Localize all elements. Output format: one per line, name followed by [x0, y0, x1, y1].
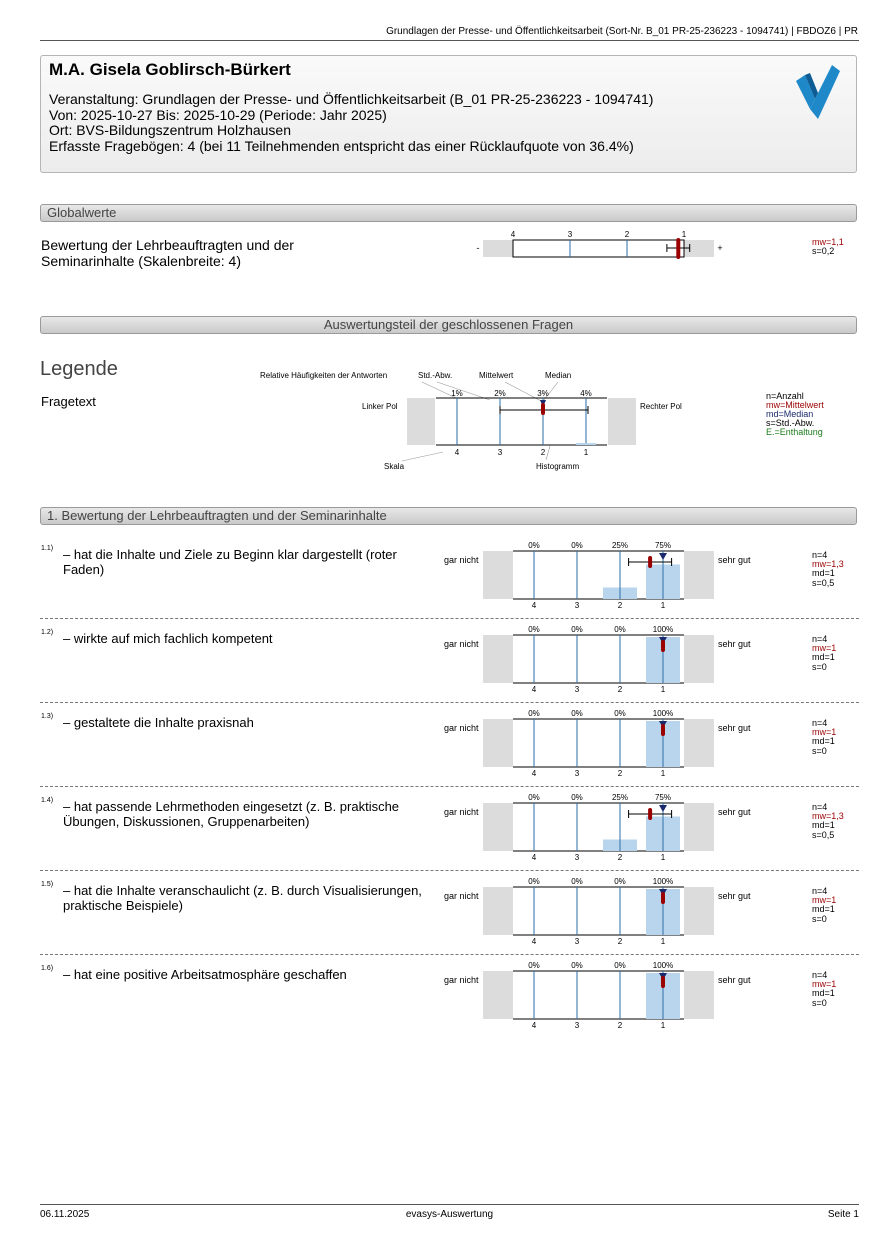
legend-key-mw: mw=Mittelwert	[766, 400, 824, 410]
evasys-logo-icon	[796, 63, 842, 121]
legend-mittelwert-label: Mittelwert	[479, 371, 514, 380]
stat-n: n=4	[812, 802, 828, 812]
question-number: 1.5)	[41, 881, 54, 888]
percent-label: 25%	[611, 541, 629, 550]
left-pole-label: gar nicht	[444, 807, 479, 817]
left-pole-grey	[483, 635, 513, 683]
global-left-grey	[483, 240, 513, 257]
left-pole-label: gar nicht	[444, 891, 479, 901]
legend-percent-label: 4%	[580, 389, 592, 398]
question-chart	[480, 623, 720, 693]
question-stats	[812, 803, 844, 840]
scale-label: 3	[574, 853, 580, 861]
scale-label: 2	[617, 1021, 623, 1029]
scale-label: 3	[574, 601, 580, 609]
stat-s: s=0	[812, 661, 827, 672]
stat-md: md=1	[812, 820, 835, 831]
stat-s: s=0	[812, 913, 827, 924]
legend-histogram-bar	[576, 443, 596, 445]
scale-label: 1	[660, 601, 666, 609]
question-text: – wirkte auf mich fachlich kompetent	[63, 631, 273, 646]
right-pole-grey	[684, 971, 714, 1019]
scale-label: 1	[660, 853, 666, 861]
percent-label: 0%	[571, 877, 583, 886]
stat-n: n=4	[812, 718, 828, 728]
stat-n: n=4	[812, 634, 828, 644]
question-separator	[40, 870, 859, 871]
right-pole-grey	[684, 803, 714, 851]
stat-n: n=4	[812, 970, 828, 980]
location-line: Ort: BVS-Bildungszentrum Holzhausen	[49, 122, 291, 138]
stat-s: s=0	[812, 745, 827, 756]
stat-n: n=4	[812, 550, 828, 560]
percent-label: 0%	[528, 793, 540, 802]
stat-mw: mw=1,3	[812, 559, 844, 570]
right-pole-grey	[684, 719, 714, 767]
question-separator	[40, 954, 859, 955]
stat-md: md=1	[812, 904, 835, 915]
scale-label: 2	[617, 685, 623, 693]
scale-label: 3	[574, 769, 580, 777]
legend-scale-label: 4	[454, 448, 460, 457]
percent-label: 0%	[571, 709, 583, 718]
global-scale-label: 3	[567, 230, 573, 239]
right-pole-grey	[684, 551, 714, 599]
percent-label: 100%	[652, 709, 674, 718]
stat-s: s=0,5	[812, 577, 835, 588]
question-text: – hat die Inhalte veranschaulicht (z. B. durch Visualisierungen, praktische Beispiele)	[63, 883, 422, 913]
legend-key-s: s=Std.-Abw.	[766, 418, 815, 428]
scale-label: 3	[574, 1021, 580, 1029]
section-1: 1. Bewertung der Lehrbeauftragten und der Seminarinhalte	[40, 507, 857, 525]
scale-label: 4	[531, 853, 537, 861]
right-pole-label: sehr gut	[718, 891, 751, 901]
scale-label: 2	[617, 853, 623, 861]
right-pole-label: sehr gut	[718, 723, 751, 733]
scale-label: 4	[531, 601, 537, 609]
stat-s: s=0,5	[812, 829, 835, 840]
legend-rel-label: Relative Häufigkeiten der Antworten	[260, 371, 388, 380]
right-pole-grey	[684, 887, 714, 935]
left-pole-grey	[483, 551, 513, 599]
legend-stdabw-label: Std.-Abw.	[418, 371, 453, 380]
scale-label: 4	[531, 769, 537, 777]
scale-label: 3	[574, 685, 580, 693]
question-chart	[480, 875, 720, 945]
percent-label: 0%	[571, 793, 583, 802]
question-separator	[40, 702, 859, 703]
question-number: 1.4)	[41, 797, 54, 804]
percent-label: 0%	[614, 709, 626, 718]
question-chart	[480, 791, 720, 861]
legend-pointer-std	[437, 382, 490, 400]
left-pole-grey	[483, 971, 513, 1019]
global-frame	[513, 240, 684, 257]
question-stats	[812, 551, 844, 588]
legend-histogramm: Histogramm	[536, 462, 580, 471]
legend-linker-pol: Linker Pol	[362, 402, 398, 411]
percent-label: 0%	[528, 877, 540, 886]
mean-marker	[648, 808, 652, 820]
lecturer-name: M.A. Gisela Goblirsch-Bürkert	[49, 60, 291, 79]
legend-title: Legende	[40, 358, 118, 380]
percent-label: 0%	[571, 625, 583, 634]
footer-date: 06.11.2025	[40, 1209, 90, 1220]
legend-median-label: Median	[545, 371, 572, 380]
question-chart	[480, 959, 720, 1029]
mean-marker	[661, 724, 665, 736]
percent-label: 75%	[654, 793, 672, 802]
question-number: 1.3)	[41, 713, 54, 720]
percent-label: 0%	[614, 877, 626, 886]
question-text: – hat passende Lehrmethoden eingesetzt (z. B. praktische Übungen, Diskussionen, Gruppenarbeiten)	[63, 799, 400, 829]
percent-label: 100%	[652, 625, 674, 634]
question-stats	[812, 719, 836, 756]
legend-skala: Skala	[384, 462, 405, 471]
mean-marker	[661, 976, 665, 988]
percent-label: 0%	[528, 961, 540, 970]
global-profile	[470, 226, 740, 266]
question-number: 1.2)	[41, 629, 54, 636]
stat-md: md=1	[812, 568, 835, 579]
stat-s: s=0	[812, 997, 827, 1008]
median-marker	[659, 805, 667, 812]
global-s: s=0,2	[812, 246, 835, 256]
legend-right-grey	[608, 398, 636, 445]
stat-n: n=4	[812, 886, 828, 896]
footer-page: Seite 1	[827, 1209, 859, 1220]
legend-key-n: n=Anzahl	[766, 391, 804, 401]
stat-mw: mw=1	[812, 643, 837, 654]
percent-label: 100%	[652, 877, 674, 886]
percent-label: 100%	[652, 961, 674, 970]
report-header	[40, 55, 857, 173]
legend-fragetext: Fragetext	[41, 394, 96, 409]
scale-label: 2	[617, 769, 623, 777]
right-pole-grey	[684, 635, 714, 683]
percent-label: 0%	[528, 709, 540, 718]
question-number: 1.6)	[41, 965, 54, 972]
legend-mean-marker	[541, 403, 545, 415]
stat-mw: mw=1	[812, 979, 837, 990]
left-pole-label: gar nicht	[444, 555, 479, 565]
global-right-pole: +	[717, 243, 723, 253]
scale-label: 1	[660, 685, 666, 693]
mean-marker	[661, 640, 665, 652]
scale-label: 1	[660, 937, 666, 945]
footer	[40, 1204, 859, 1220]
legend-pointer-skala	[402, 452, 443, 461]
left-pole-grey	[483, 887, 513, 935]
question-chart	[480, 707, 720, 777]
percent-label: 0%	[571, 541, 583, 550]
question-number: 1.1)	[41, 545, 54, 552]
question-stats	[812, 887, 836, 924]
question-text: – hat die Inhalte und Ziele zu Beginn klar dargestellt (roter Faden)	[63, 547, 397, 577]
legend-pointer-hist	[546, 446, 550, 460]
section-closed-questions: Auswertungsteil der geschlossenen Fragen	[40, 316, 857, 334]
global-scale-label: 1	[681, 230, 687, 239]
percent-label: 0%	[571, 961, 583, 970]
legend-percent-label: 1%	[451, 389, 463, 398]
right-pole-label: sehr gut	[718, 807, 751, 817]
right-pole-label: sehr gut	[718, 639, 751, 649]
question-separator	[40, 786, 859, 787]
stat-mw: mw=1,3	[812, 811, 844, 822]
scale-label: 2	[617, 601, 623, 609]
percent-label: 0%	[528, 625, 540, 634]
legend-scale-label: 3	[497, 448, 503, 457]
legend-key-md: md=Median	[766, 409, 814, 419]
global-scale-label: 4	[510, 230, 516, 239]
percent-label: 75%	[654, 541, 672, 550]
legend-diagram	[250, 362, 700, 477]
course-info	[49, 92, 653, 154]
section-globalwerte: Globalwerte	[40, 204, 857, 222]
question-separator	[40, 618, 859, 619]
percent-label: 25%	[611, 793, 629, 802]
left-pole-label: gar nicht	[444, 723, 479, 733]
right-pole-label: sehr gut	[718, 975, 751, 985]
scale-label: 4	[531, 937, 537, 945]
scale-label: 1	[660, 769, 666, 777]
header-rule	[40, 40, 859, 41]
left-pole-grey	[483, 803, 513, 851]
global-mean-marker	[676, 238, 680, 259]
footer-center: evasys-Auswertung	[405, 1209, 494, 1220]
legend-rechter-pol: Rechter Pol	[640, 402, 682, 411]
scale-label: 2	[617, 937, 623, 945]
course-line: Veranstaltung: Grundlagen der Presse- und Öffentlichkeitsarbeit (B_01 PR-25-236223 - 1094741)	[49, 91, 654, 107]
question-text: – gestaltete die Inhalte praxisnah	[63, 715, 254, 730]
legend-key	[766, 392, 824, 437]
scale-label: 1	[660, 1021, 666, 1029]
global-left-pole: -	[476, 243, 480, 253]
percent-label: 0%	[528, 541, 540, 550]
stat-md: md=1	[812, 988, 835, 999]
running-title: Grundlagen der Presse- und Öffentlichkeitsarbeit (Sort-Nr. B_01 PR-25-236223 - 1094741) | FBDOZ6 | PR	[386, 26, 858, 37]
percent-label: 0%	[614, 625, 626, 634]
question-stats	[812, 635, 836, 672]
legend-percent-label: 3%	[537, 389, 549, 398]
scale-label: 4	[531, 1021, 537, 1029]
stat-md: md=1	[812, 652, 835, 663]
scale-label: 3	[574, 937, 580, 945]
left-pole-grey	[483, 719, 513, 767]
responses-line: Erfasste Fragebögen: 4 (bei 11 Teilnehmenden entspricht das einer Rücklaufquote von 36.4%)	[49, 137, 634, 154]
stat-mw: mw=1	[812, 895, 837, 906]
legend-key-e: E.=Enthaltung	[766, 427, 823, 437]
legend-percent-label: 2%	[494, 389, 506, 398]
median-marker	[659, 553, 667, 560]
global-scale-label: 2	[624, 230, 630, 239]
legend-dynamic	[451, 389, 596, 457]
period-line: Von: 2025-10-27 Bis: 2025-10-29 (Periode: Jahr 2025)	[49, 106, 387, 123]
left-pole-label: gar nicht	[444, 639, 479, 649]
left-pole-label: gar nicht	[444, 975, 479, 985]
global-label: Bewertung der Lehrbeauftragten und der Seminarinhalte (Skalenbreite: 4)	[41, 237, 294, 269]
mean-marker	[648, 556, 652, 568]
scale-label: 4	[531, 685, 537, 693]
stat-mw: mw=1	[812, 727, 837, 738]
global-mw: mw=1,1	[812, 237, 844, 247]
legend-left-grey	[407, 398, 435, 445]
right-pole-label: sehr gut	[718, 555, 751, 565]
question-stats	[812, 971, 836, 1008]
legend-scale-label: 2	[540, 448, 546, 457]
stat-md: md=1	[812, 736, 835, 747]
question-chart	[480, 539, 720, 609]
mean-marker	[661, 892, 665, 904]
percent-label: 0%	[614, 961, 626, 970]
question-text: – hat eine positive Arbeitsatmosphäre geschaffen	[63, 967, 347, 982]
legend-scale-label: 1	[583, 448, 589, 457]
